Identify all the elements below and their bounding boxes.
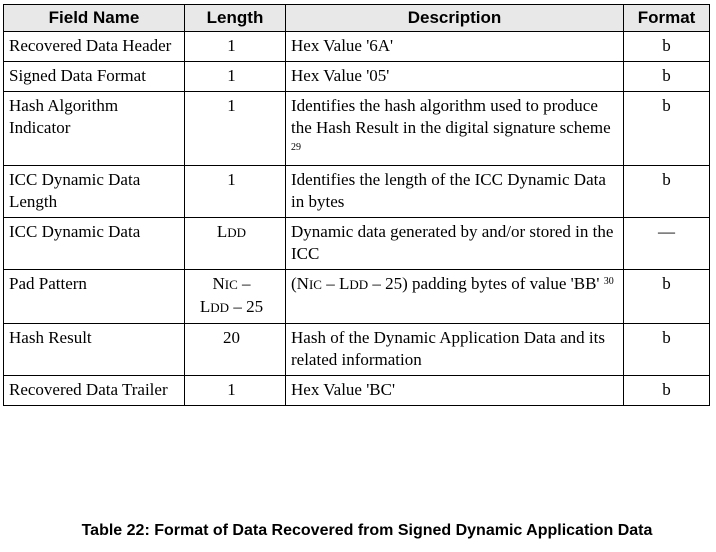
cell-description (286, 92, 624, 166)
cell-description: Identifies the length of the ICC Dynamic Data in bytes (286, 166, 624, 218)
header-field-name: Field Name (4, 5, 185, 32)
desc-l-subscript: DD (349, 277, 369, 292)
cell-format: b (624, 32, 710, 62)
table-row (4, 270, 710, 324)
cell-format: b (624, 166, 710, 218)
footnote-ref: 30 (603, 276, 614, 287)
desc-open: (N (291, 274, 309, 293)
cell-format: b (624, 92, 710, 166)
length-minus: – (237, 274, 251, 293)
cell-field-name: ICC Dynamic Data Length (4, 166, 185, 218)
length-l-subscript: DD (210, 300, 230, 315)
cell-field-name: Recovered Data Header (4, 32, 185, 62)
cell-description: Hex Value 'BC' (286, 376, 624, 406)
header-description: Description (286, 5, 624, 32)
length-symbol: L (216, 222, 228, 241)
cell-length: 1 (185, 92, 286, 166)
table-row (4, 166, 710, 218)
cell-length: 1 (185, 376, 286, 406)
cell-format: b (624, 62, 710, 92)
cell-length: 1 (185, 62, 286, 92)
cell-format: b (624, 376, 710, 406)
table-row (4, 376, 710, 406)
header-length: Length (185, 5, 286, 32)
cell-length (185, 218, 286, 270)
cell-description: Hex Value '6A' (286, 32, 624, 62)
length-n-subscript: IC (224, 277, 238, 292)
cell-field-name: Recovered Data Trailer (4, 376, 185, 406)
length-rest: – 25 (229, 297, 264, 316)
desc-rest: – 25) padding bytes of value 'BB' (368, 274, 600, 293)
cell-description: Hex Value '05' (286, 62, 624, 92)
length-subscript: DD (227, 225, 247, 240)
table-row (4, 92, 710, 166)
table-row (4, 32, 710, 62)
table-row (4, 218, 710, 270)
cell-field-name: ICC Dynamic Data (4, 218, 185, 270)
header-format: Format (624, 5, 710, 32)
cell-length: 1 (185, 166, 286, 218)
cell-field-name: Hash Result (4, 324, 185, 376)
cell-field-name: Pad Pattern (4, 270, 185, 324)
cell-field-name: Signed Data Format (4, 62, 185, 92)
cell-length (185, 270, 286, 324)
footnote-ref: 29 (291, 142, 301, 153)
cell-description: Dynamic data generated by and/or stored in the ICC (286, 218, 624, 270)
cell-field-name: Hash Algorithm Indicator (4, 92, 185, 166)
description-text: Identifies the hash algorithm used to produce the Hash Result in the digital signature scheme (291, 96, 611, 137)
cell-format: b (624, 324, 710, 376)
data-format-table (3, 4, 710, 406)
cell-length: 1 (185, 32, 286, 62)
cell-description (286, 270, 624, 324)
desc-mid: – L (321, 274, 350, 293)
length-l-symbol: L (199, 297, 211, 316)
table-row (4, 62, 710, 92)
table-caption: Table 22: Format of Data Recovered from Signed Dynamic Application Data (81, 522, 653, 539)
table-header-row (4, 5, 710, 32)
cell-format: — (624, 218, 710, 270)
cell-length: 20 (185, 324, 286, 376)
table-row (4, 324, 710, 376)
cell-description: Hash of the Dynamic Application Data and its related information (286, 324, 624, 376)
cell-format: b (624, 270, 710, 324)
desc-n-subscript: IC (308, 277, 322, 292)
length-n-symbol: N (212, 274, 225, 293)
